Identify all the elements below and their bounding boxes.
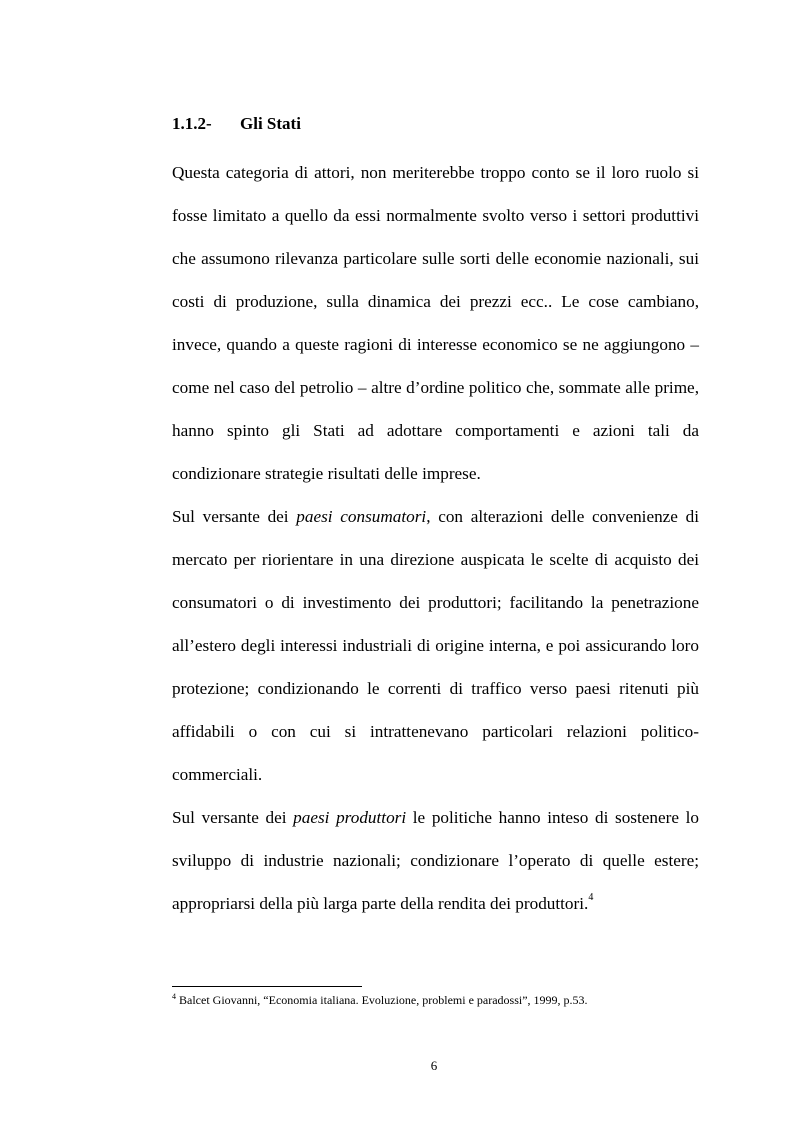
section-number: 1.1.2- [172,114,212,133]
page-number: 6 [430,1058,438,1073]
paragraph-3-italic: paesi produttori [293,808,407,827]
footnote-marker: 4 [172,992,176,1001]
paragraph-2 [172,495,699,796]
body-text [172,151,699,925]
footnote-divider [172,986,362,987]
paragraph-3 [172,796,699,925]
paragraph-1-text: Questa categoria di attori, non meriterebbe troppo conto se il loro ruolo si fosse limitato a quello da essi normalmente svolto verso i settori produttivi che assumono rilevanza particolare sulle sorti delle economie nazionali, sui costi di produzione, sulla dinamica dei prezzi ecc.. Le cose cambiano, invece, quando a queste ragioni di interesse economico se ne aggiungono – come nel caso del petrolio – altre d’ordine politico che, sommate alle prime, hanno spinto gli Stati ad adottare comportamenti e azioni tali da condizionare strategie risultati delle imprese. [172,163,699,483]
paragraph-2-after: , con alterazioni delle convenienze di mercato per riorientare in una direzione auspicata le scelte di acquisto dei consumatori o di investimento dei produttori; facilitando la penetrazione all’estero degli interessi industriali di origine interna, e poi assicurando loro protezione; condizionando le correnti di traffico verso paesi ritenuti più affidabili o con cui si intrattenevano particolari relazioni politico-commerciali. [172,507,699,784]
paragraph-3-after: le politiche hanno inteso di sostenere lo sviluppo di industrie nazionali; condizionare l’operato di quelle estere; appropriarsi della più larga parte della rendita dei produttori. [172,808,699,913]
footnote-reference[interactable]: 4 [588,892,594,904]
footnote-text: Balcet Giovanni, “Economia italiana. Evoluzione, problemi e paradossi”, 1999, p.53. [176,993,588,1007]
paragraph-3-before: Sul versante dei [172,808,294,827]
paragraph-2-before: Sul versante dei [172,507,297,526]
section-title: Gli Stati [240,114,301,133]
paragraph-2-italic: paesi consumatori [296,507,427,526]
footnote [172,992,699,1008]
section-heading [172,114,301,134]
paragraph-1 [172,151,699,495]
